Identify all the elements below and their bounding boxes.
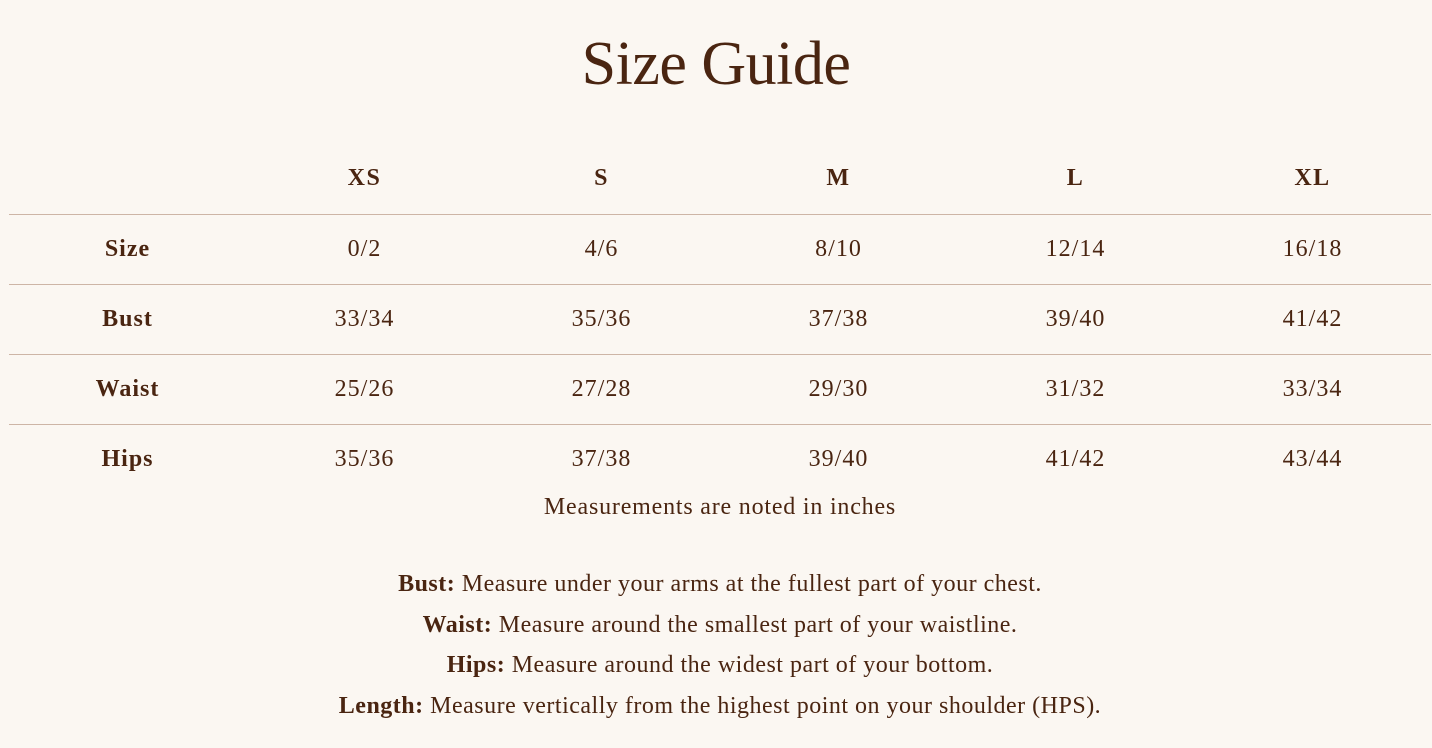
table-cell: 35/36 [483,285,720,355]
table-cell: 37/38 [483,425,720,495]
size-table [9,143,1431,494]
row-label-hips: Hips [9,425,246,495]
table-row-waist [9,355,1431,425]
measuring-instructions [0,564,1432,726]
page-title: Size Guide [581,30,851,98]
instruction-waist [0,605,1432,646]
row-label-waist: Waist [9,355,246,425]
table-cell: 4/6 [483,215,720,285]
table-cell: 16/18 [1194,215,1431,285]
table-cell: 33/34 [1194,355,1431,425]
column-header-xs: XS [347,165,382,191]
size-header-row [9,143,1431,215]
column-header-s: S [594,165,609,191]
instruction-term: Waist: [422,611,493,638]
table-cell: 27/28 [483,355,720,425]
header-corner-cell [9,143,246,215]
table-row-hips [9,425,1431,495]
table-cell: 29/30 [720,355,957,425]
table-cell: 8/10 [720,215,957,285]
instruction-term: Length: [338,692,424,719]
column-header-xl: XL [1294,165,1331,191]
table-cell: 25/26 [246,355,483,425]
table-cell: 35/36 [246,425,483,495]
table-cell: 41/42 [1194,285,1431,355]
table-cell: 37/38 [720,285,957,355]
table-cell: 43/44 [1194,425,1431,495]
instruction-text: Measure under your arms at the fullest part of your chest. [455,571,1042,597]
table-cell: 31/32 [957,355,1194,425]
table-row-size [9,215,1431,285]
instruction-length [0,686,1432,727]
table-row-bust [9,285,1431,355]
instruction-term: Hips: [446,652,506,679]
table-cell: 12/14 [957,215,1194,285]
instruction-term: Bust: [398,571,456,597]
table-cell: 41/42 [957,425,1194,495]
table-cell: 33/34 [246,285,483,355]
instruction-text: Measure around the smallest part of your waistline. [492,611,1018,638]
instruction-text: Measure around the widest part of your bottom. [505,652,994,679]
measurement-unit-note: Measurements are noted in inches [543,494,897,520]
instruction-text: Measure vertically from the highest point on your shoulder (HPS). [423,692,1102,719]
column-header-m: M [826,165,851,191]
table-cell: 39/40 [720,425,957,495]
row-label-size: Size [9,215,246,285]
row-label-bust: Bust [9,285,246,355]
instruction-bust [0,564,1432,605]
column-header-l: L [1066,165,1085,191]
table-cell: 0/2 [246,215,483,285]
instruction-hips [0,645,1432,686]
table-cell: 39/40 [957,285,1194,355]
